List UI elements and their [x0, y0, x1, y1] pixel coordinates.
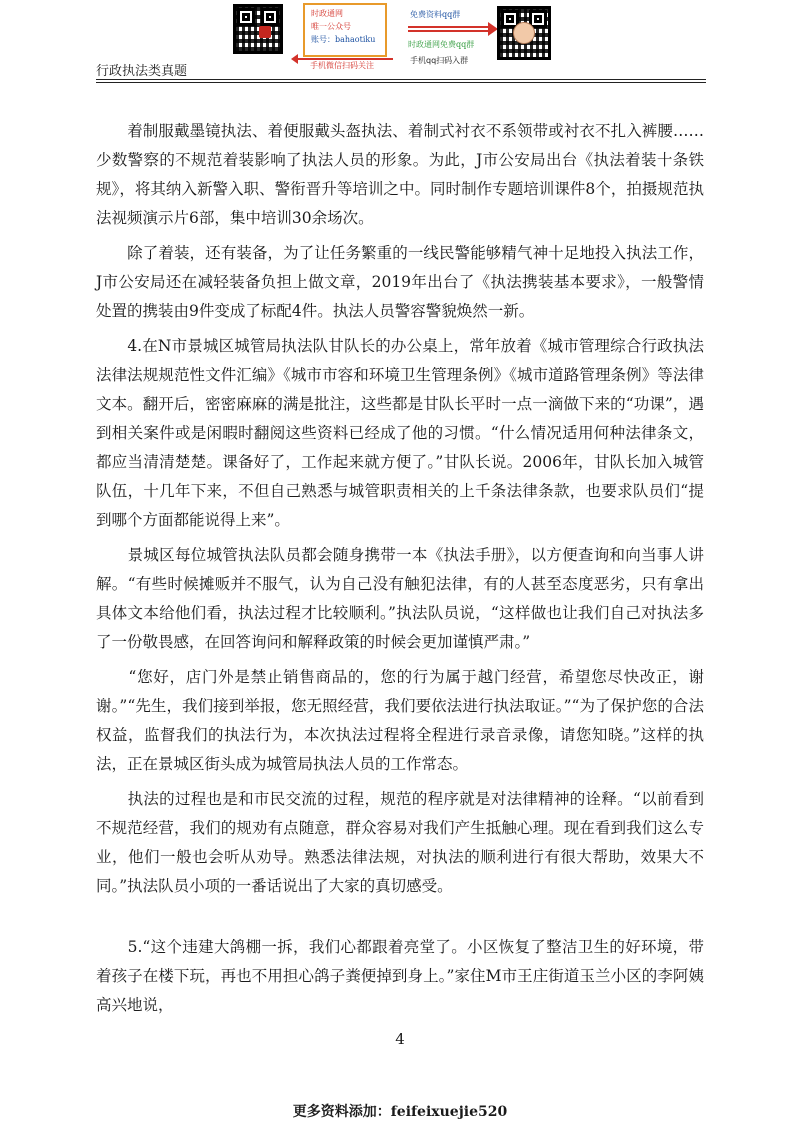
page-number: 4 [395, 1030, 405, 1048]
account-caption: 手机微信扫码关注 [310, 61, 374, 70]
wechat-qr-code-icon[interactable] [233, 4, 283, 54]
cartoon-avatar-icon [513, 22, 535, 44]
red-seal-stamp-icon [259, 26, 271, 38]
document-body [96, 117, 704, 1020]
paragraph: “您好，店门外是禁止销售商品的，您的行为属于越门经营，希望您尽快改正，谢谢。”“先生，我们接到举报，您无照经营，我们要依法进行执法取证。”“为了保护您的合法权益，监督我们的执法行为，本次执法过程将全程进行录音录像，请您知晓。”这样的执法，正在景城区街头成为城管局执法人员的工作常态。 [96, 668, 704, 773]
free-group-label: 时政通网免费qq群 [408, 40, 475, 49]
paragraph: 景城区每位城管执法队员都会随身携带一本《执法手册》，以方便查询和向当事人讲解。“有些时候摊贩并不服气，认为自己没有触犯法律，有的人甚至态度恶劣，只有拿出具体文本给他们看，执法过程才比较顺利。”执法队员说，“这样做也让我们自己对执法多了一份敬畏感，在回答询问和解释政策的时候会更加谨慎严肃。” [96, 546, 704, 651]
arrow-right-icon [408, 26, 488, 32]
paragraph: 4.在N市景城区城管局执法队甘队长的办公桌上，常年放着《城市管理综合行政执法法律法规规范性文件汇编》《城市市容和环境卫生管理条例》《城市道路管理条例》等法律文本。翻开后，密密麻麻的满是批注，这些都是甘队长平时一点一滴做下来的“功课”，遇到相关案件或是闲暇时翻阅这些资料已经成了他的习惯。“什么情况适用何种法律条文，都应当清清楚楚。课备好了，工作起来就方便了。”甘队长说。2006年，甘队长加入城管队伍，十几年下来，不但自己熟悉与城管职责相关的上千条法律条款，也要求队员们“提到哪个方面都能说得上来”。 [96, 337, 704, 529]
header-rule [96, 79, 706, 80]
footer-contact: 更多资料添加：feifeixuejie520 [292, 1104, 508, 1120]
scan-join-label: 手机qq扫码入群 [410, 56, 469, 65]
account-line-3: 账号：bahaotiku [311, 35, 376, 44]
paragraph: 除了着装，还有装备，为了让任务繁重的一线民警能够精气神十足地投入执法工作，J市公安局还在减轻装备负担上做文章，2019年出台了《执法携装基本要求》，一般警情处置的携装由9件变成了标配4件。执法人员警容警貌焕然一新。 [96, 244, 704, 320]
account-line-1: 时政通网 [311, 9, 343, 18]
paragraph: 执法的过程也是和市民交流的过程，规范的程序就是对法律精神的诠释。“以前看到不规范经营，我们的规劝有点随意，群众容易对我们产生抵触心理。现在看到我们这么专业，他们一般也会听从劝导。熟悉法律法规，对执法的顺利进行有很大帮助，效果大不同。”执法队员小项的一番话说出了大家的真切感受。 [96, 790, 704, 895]
account-box [303, 3, 387, 57]
free-materials-label: 免费资料qq群 [410, 10, 461, 19]
paragraph: 着制服戴墨镜执法、着便服戴头盔执法、着制式衬衣不系领带或衬衣不扎入裤腰……少数警察的不规范着装影响了执法人员的形象。为此，J市公安局出台《执法着装十条铁规》，将其纳入新警入职、警衔晋升等培训之中。同时制作专题培训课件8个，拍摄规范执法视频演示片6部，集中培训30余场次。 [96, 122, 704, 227]
account-line-2: 唯一公众号 [311, 22, 351, 31]
header-rule [96, 82, 706, 83]
page-header [0, 0, 800, 80]
section-label: 行政执法类真题 [96, 64, 188, 79]
paragraph: 5.“这个违建大鸽棚一拆，我们心都跟着亮堂了。小区恢复了整洁卫生的好环境，带着孩子在楼下玩，再也不用担心鸽子粪便掉到身上。”家住M市王庄街道玉兰小区的李阿姨高兴地说， [96, 938, 704, 1014]
